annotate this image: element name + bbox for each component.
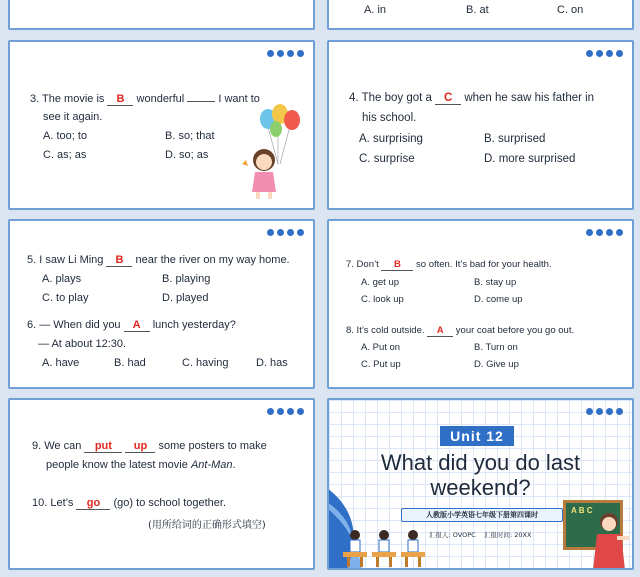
q7-option-c: C. look up	[361, 294, 404, 305]
top-right-card	[327, 0, 634, 30]
q7-option-b: B. stay up	[474, 277, 517, 288]
question-9-10-card	[8, 398, 315, 570]
q6-option-c: C. having	[182, 357, 229, 369]
q9-answer-2: up	[125, 441, 155, 453]
top-left-card	[8, 0, 315, 30]
q4-option-c: C. surprise	[359, 153, 415, 165]
q3-post: I want to	[218, 93, 260, 105]
cover-title-line-2: weekend?	[430, 475, 531, 500]
q7-stem	[346, 259, 552, 271]
option-a: A. in	[364, 4, 387, 16]
q4-stem	[349, 92, 594, 105]
q9-line2-post: .	[232, 459, 236, 471]
card-dots	[586, 408, 623, 415]
cover-subtitle: 人教版小学英语七年级下册第四课时	[401, 508, 563, 522]
q10-note: (用所给词的正确形式填空)	[148, 520, 266, 531]
q6-post: lunch yesterday?	[152, 319, 236, 331]
q6-line2: — At about 12:30.	[38, 338, 127, 350]
q6-answer: A	[124, 320, 150, 332]
girl-with-balloons-illustration	[238, 102, 310, 202]
q3-answer: B	[107, 94, 133, 106]
question-4-card	[327, 40, 634, 210]
q10-stem	[32, 497, 226, 510]
q4-option-b: B. surprised	[484, 133, 546, 145]
q4-pre: 4. The boy got a	[349, 92, 432, 104]
q3-blank	[187, 92, 215, 102]
q7-post: so often. It’s bad for your health.	[416, 259, 552, 270]
q8-option-d: D. Give up	[474, 359, 519, 370]
q7-option-d: D. come up	[474, 294, 523, 305]
q4-line2: his school.	[362, 112, 417, 124]
q9-pre: 9. We can	[32, 440, 82, 452]
q5-pre: 5. I saw Li Ming	[27, 254, 104, 266]
question-3-card	[8, 40, 315, 210]
q9-answer-1: put	[84, 441, 122, 453]
q8-post: your coat before you go out.	[455, 325, 575, 336]
card-dots	[267, 408, 304, 415]
q9-post: some posters to make	[158, 440, 267, 452]
q5-stem	[27, 254, 290, 267]
q3-stem	[30, 92, 260, 106]
cover-reporter: 汇报人: OVOPC	[429, 531, 476, 539]
q4-post: when he saw his father in	[464, 92, 595, 104]
q6-option-d: D. has	[256, 357, 288, 369]
q8-option-a: A. Put on	[361, 342, 401, 353]
question-5-6-card	[8, 219, 315, 389]
q3-option-d: D. so; as	[165, 149, 209, 161]
q10-pre: 10. Let’s	[32, 497, 74, 509]
teacher-illustration	[587, 508, 633, 570]
q5-answer: B	[106, 255, 132, 267]
cover-time: 汇报时间: 20XX	[484, 531, 532, 539]
q7-answer: B	[381, 259, 413, 271]
q4-option-a: A. surprising	[359, 133, 423, 145]
q6-option-a: A. have	[42, 357, 80, 369]
unit-badge: Unit 12	[440, 426, 514, 446]
q8-option-c: C. Put up	[361, 359, 401, 370]
q10-answer: go	[76, 498, 110, 510]
students-illustration	[339, 525, 429, 569]
q7-option-a: A. get up	[361, 277, 400, 288]
q3-pre: 3. The movie is	[30, 93, 105, 105]
chalkboard-text: A B C	[571, 506, 593, 515]
q4-answer: C	[435, 93, 461, 105]
q9-line2	[46, 459, 236, 471]
q6-pre: 6. — When did you	[27, 319, 121, 331]
option-c: C. on	[557, 4, 584, 16]
q8-pre: 8. It’s cold outside.	[346, 325, 425, 336]
q9-line2-pre: people know the latest movie	[46, 459, 188, 471]
option-b: B. at	[466, 4, 489, 16]
q7-pre: 7. Don’t	[346, 259, 379, 270]
q5-post: near the river on my way home.	[135, 254, 290, 266]
card-dots	[267, 50, 304, 57]
q5-option-c: C. to play	[42, 292, 89, 304]
card-dots	[267, 229, 304, 236]
q3-option-b: B. so; that	[165, 130, 215, 142]
cover-title-line-1: What did you do last	[380, 450, 581, 475]
q5-option-b: B. playing	[162, 273, 211, 285]
q8-answer: A	[427, 325, 453, 337]
q3-option-c: C. as; as	[43, 149, 87, 161]
card-dots	[586, 50, 623, 57]
q3-option-a: A. too; to	[43, 130, 88, 142]
q9-movie-title: Ant-Man	[190, 459, 233, 471]
q8-stem	[346, 325, 574, 337]
q6-option-b: B. had	[114, 357, 146, 369]
q5-option-d: D. played	[162, 292, 209, 304]
cover-card	[327, 398, 634, 570]
q9-stem	[32, 440, 267, 453]
question-7-8-card	[327, 219, 634, 389]
q6-stem	[27, 319, 236, 332]
q3-line2: see it again.	[43, 111, 103, 123]
q3-mid: wonderful	[136, 93, 185, 105]
card-dots	[586, 229, 623, 236]
q8-option-b: B. Turn on	[474, 342, 518, 353]
q4-option-d: D. more surprised	[484, 153, 576, 165]
q5-option-a: A. plays	[42, 273, 82, 285]
q10-post: (go) to school together.	[113, 497, 227, 509]
